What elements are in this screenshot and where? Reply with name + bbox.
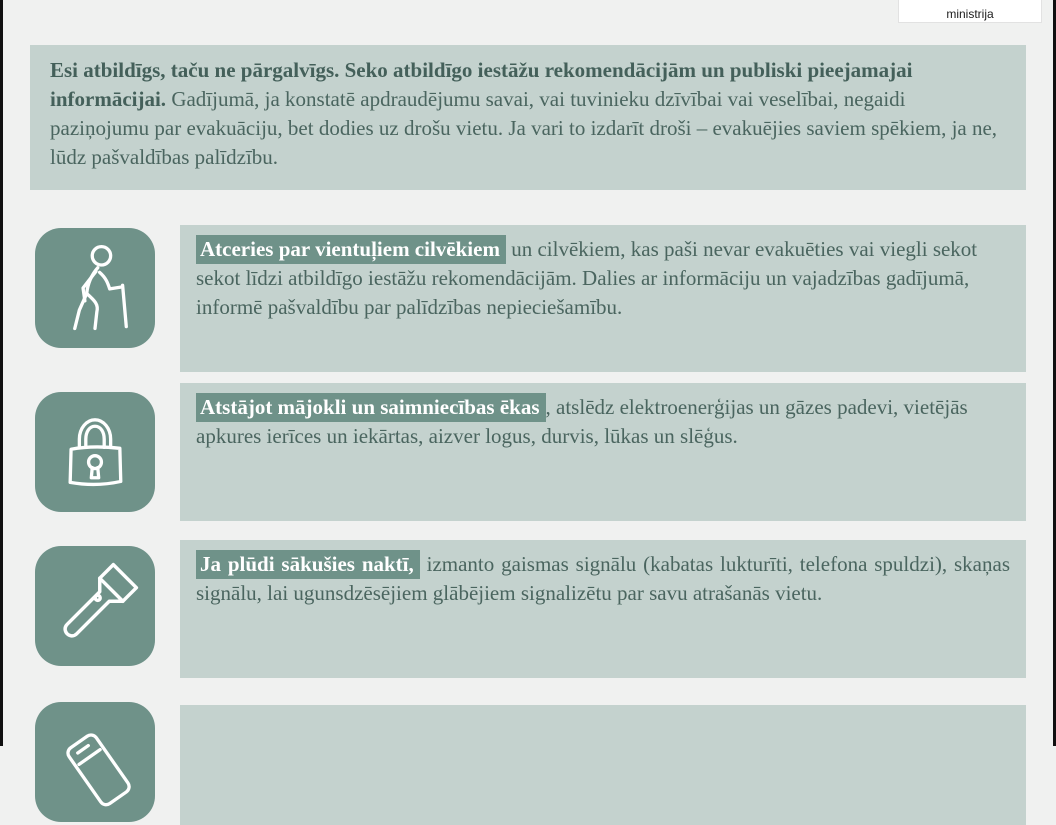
item-body: izmanto gaismas signālu (kabatas lukturīti, telefona spuldzi), skaņas signālu, lai ugunsdzēsējiem glābējiem signalizētu par savu atrašanās vietu.	[196, 552, 1010, 605]
intro-body: Gadījumā, ja konstatē apdraudējumu savai, vai tuvinieku dzīvībai vai veselībai, negaidi paziņojumu par evakuāciju, bet dodies uz drošu vietu. Ja vari to izdarīt droši – evakuējies saviem spēkiem, ja ne, lūdz pašvaldības palīdzību.	[50, 87, 998, 169]
icon-tile-padlock	[35, 392, 155, 512]
item-body: , atslēdz elektroenerģijas un gāzes padevi, vietējās apkures ierīces un iekārtas, aizver logus, durvis, lūkas un slēģus.	[196, 395, 968, 448]
elderly-person-icon	[49, 242, 141, 334]
ministry-logo-text: ministrija	[946, 7, 994, 21]
icon-tile-flashlight	[35, 546, 155, 666]
icon-tile-device	[35, 702, 155, 822]
item-leaving-home	[180, 383, 1026, 521]
item-text	[196, 235, 1010, 322]
intro-lead: Esi atbildīgs, taču ne pārgalvīgs. Seko atbildīgo iestāžu rekomendācijām un publiski pieejamajai informācijai.	[50, 58, 913, 111]
intro-text	[50, 56, 1006, 172]
item-text	[196, 550, 1010, 608]
item-text	[196, 393, 1010, 451]
ministry-logo	[898, 0, 1042, 23]
padlock-icon	[49, 406, 141, 498]
item-highlight: Ja plūdi sākušies naktī,	[196, 550, 420, 579]
left-edge-strip	[0, 0, 3, 746]
item-remember-lonely-people	[180, 225, 1026, 372]
flashlight-icon	[47, 558, 143, 654]
intro-banner	[30, 45, 1026, 190]
icon-tile-elderly	[35, 228, 155, 348]
item-partial-bottom	[180, 705, 1026, 825]
item-highlight: Atceries par vientuļiem cilvēkiem	[196, 235, 506, 264]
mobile-device-icon	[49, 716, 141, 808]
item-floods-at-night	[180, 540, 1026, 678]
item-highlight: Atstājot mājokli un saimniecības ēkas	[196, 393, 546, 422]
item-body: un cilvēkiem, kas paši nevar evakuēties vai viegli sekot sekot līdzi atbildīgo iestāžu rekomendācijām. Dalies ar informāciju un vajadzības gadījumā, informē pašvaldību par palīdzības nepieciešamību.	[196, 237, 978, 319]
